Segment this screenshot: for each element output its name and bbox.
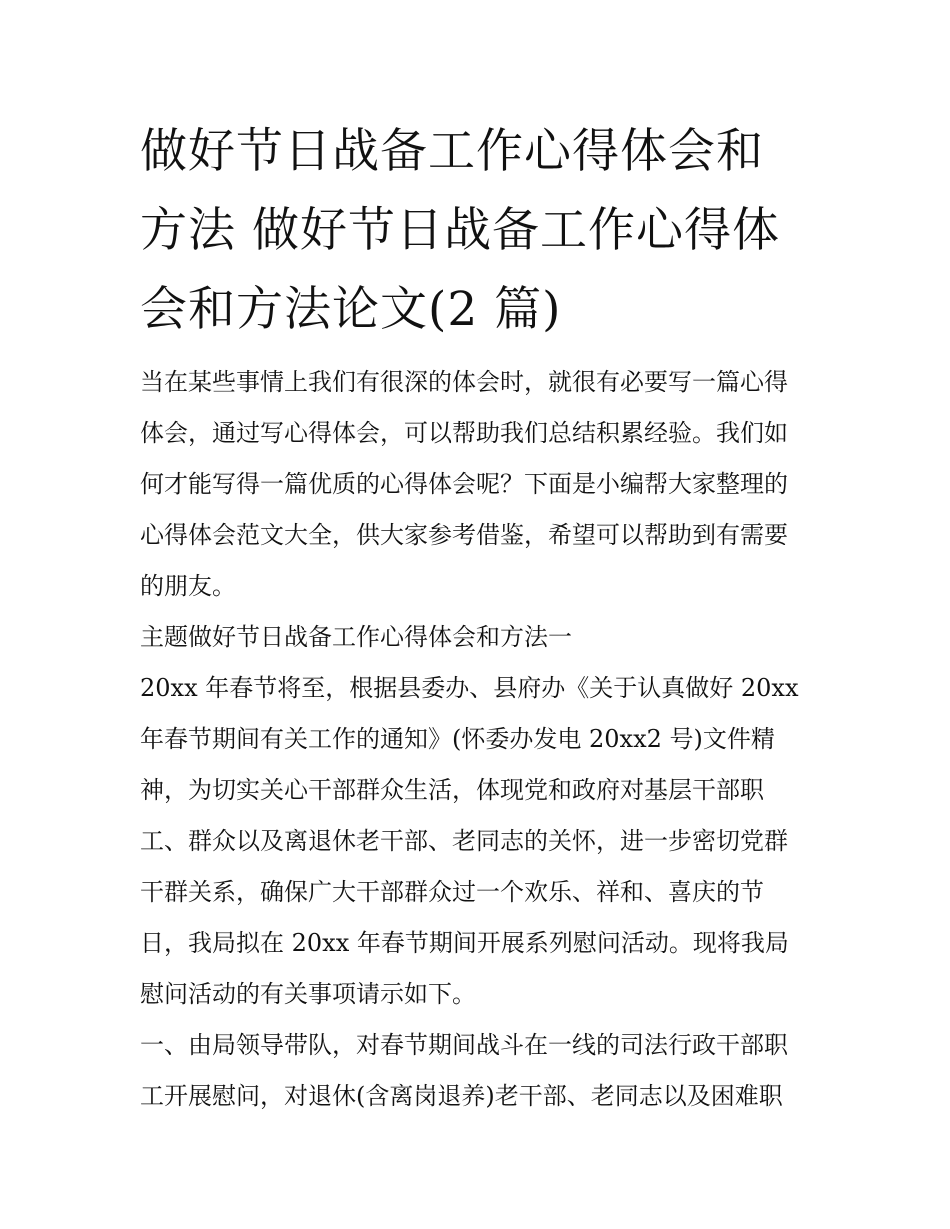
document-title: 做好节日战备工作心得体会和 方法 做好节日战备工作心得体 会和方法论文(2 篇) bbox=[140, 124, 780, 337]
intro-paragraph: 当在某些事情上我们有很深的体会时，就很有必要写一篇心得 体会，通过写心得体会，可以帮助我们总结积累经验。我们如 何才能写得一篇优质的心得体会呢？下面是小编帮大家整理的 心得体会范文大全，供大家参考借鉴，希望可以帮助到有需要 的朋友。 bbox=[140, 368, 788, 600]
body-paragraph: 20xx 年春节将至，根据县委办、县府办《关于认真做好 20xx 年春节期间有关工作的通知》(怀委办发电 20xx2 号)文件精 神，为切实关心干部群众生活，体现党和政府对基层干部职 工、群众以及离退休老干部、老同志的关怀，进一步密切党群 干群关系，确保广大干部群众过一个欢乐、祥和、喜庆的节 日，我局拟在 20xx 年春节期间开展系列慰问活动。现将我局 慰问活动的有关事项请示如下。 bbox=[140, 674, 799, 1008]
list-item-1: 一、由局领导带队，对春节期间战斗在一线的司法行政干部职 工开展慰问，对退休(含离岗退养)老干部、老同志以及困难职 bbox=[140, 1031, 788, 1110]
document-page bbox=[140, 112, 820, 1122]
section-heading: 主题做好节日战备工作心得体会和方法一 bbox=[140, 623, 572, 651]
